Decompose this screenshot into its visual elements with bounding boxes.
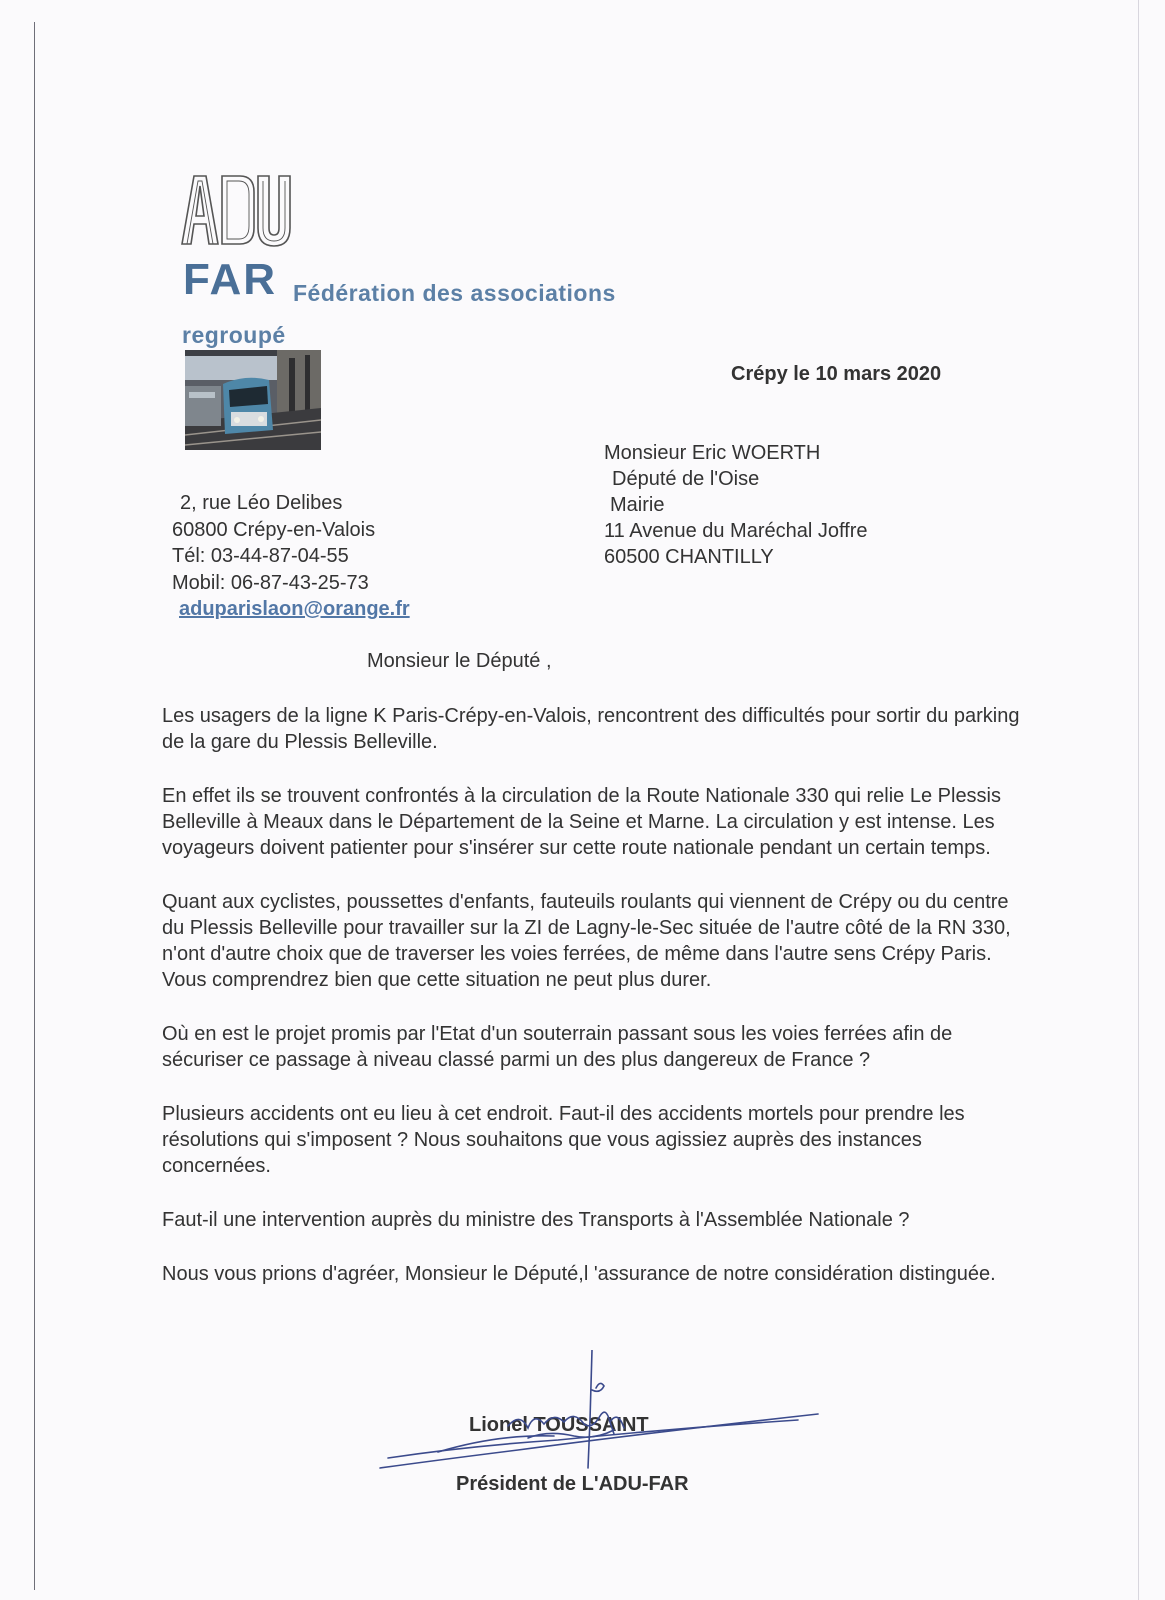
- page-right-edge: [1138, 0, 1139, 1600]
- sender-email-link[interactable]: aduparislaon@orange.fr: [179, 598, 410, 620]
- sender-address: [172, 490, 410, 623]
- body-paragraph: Où en est le projet promis par l'Etat d'un souterrain passant sous les voies ferrées afin de sécuriser ce passage à niveau classé parmi un des plus dangereux de France ?: [162, 1023, 953, 1071]
- body-paragraph: Les usagers de la ligne K Paris-Crépy-en-Valois, rencontrent des difficultés pour sortir du parking de la gare du Plessis Belleville.: [162, 705, 1020, 753]
- sender-phone: Tél: 03-44-87-04-55: [172, 545, 349, 567]
- recipient-office: Mairie: [610, 494, 665, 516]
- page-left-edge: [34, 22, 35, 1590]
- body-paragraph: En effet ils se trouvent confrontés à la circulation de la Route Nationale 330 qui relie Le Plessis Belleville à Meaux dans le Département de la Seine et Marne. La circulation y est intense. Les voyageurs doivent patienter pour s'insérer sur cette route nationale pendant un certain temps.: [162, 785, 1002, 859]
- recipient-city: 60500 CHANTILLY: [604, 546, 774, 568]
- signatory-title: Président de L'ADU-FAR: [456, 1473, 689, 1495]
- letter-body: [162, 703, 1022, 1315]
- recipient-name: Monsieur Eric WOERTH: [604, 442, 821, 464]
- recipient-title: Député de l'Oise: [612, 468, 760, 490]
- adu-logo-icon: [180, 172, 292, 248]
- federation-line: Fédération des associations: [293, 280, 616, 306]
- sender-mobile: Mobil: 06-87-43-25-73: [172, 571, 369, 594]
- handwritten-signature-icon: [378, 1350, 838, 1500]
- federation-line-2: regroupé: [182, 322, 286, 348]
- closing-paragraph: Nous vous prions d'agréer, Monsieur le Député,l 'assurance de notre considération distinguée.: [162, 1263, 996, 1285]
- sender-street: 2, rue Léo Delibes: [180, 492, 343, 514]
- far-logo: FAR: [183, 255, 277, 304]
- body-paragraph: Plusieurs accidents ont eu lieu à cet endroit. Faut-il des accidents mortels pour prendre les résolutions qui s'imposent ? Nous souhaitons que vous agissiez auprès des instances concernées.: [162, 1103, 965, 1177]
- letter-date: Crépy le 10 mars 2020: [731, 363, 942, 385]
- salutation: Monsieur le Député ,: [367, 650, 552, 672]
- body-paragraph: Faut-il une intervention auprès du ministre des Transports à l'Assemblée Nationale ?: [162, 1209, 910, 1231]
- recipient-address: [604, 440, 868, 570]
- sender-city: 60800 Crépy-en-Valois: [172, 518, 376, 541]
- train-photo-icon: [185, 350, 321, 450]
- signatory-name: Lionel TOUSSAINT: [469, 1414, 649, 1436]
- body-paragraph: Quant aux cyclistes, poussettes d'enfants, fauteuils roulants qui viennent de Crépy ou du centre du Plessis Belleville pour travailler sur la ZI de Lagny-le-Sec située de l'autre côté de la RN 330, n'ont d'autre choix que de traverser les voies ferrées, de même dans l'autre sens Crépy Paris. Vous comprendrez bien que cette situation ne peut plus durer.: [162, 891, 1011, 991]
- recipient-street: 11 Avenue du Maréchal Joffre: [604, 520, 868, 542]
